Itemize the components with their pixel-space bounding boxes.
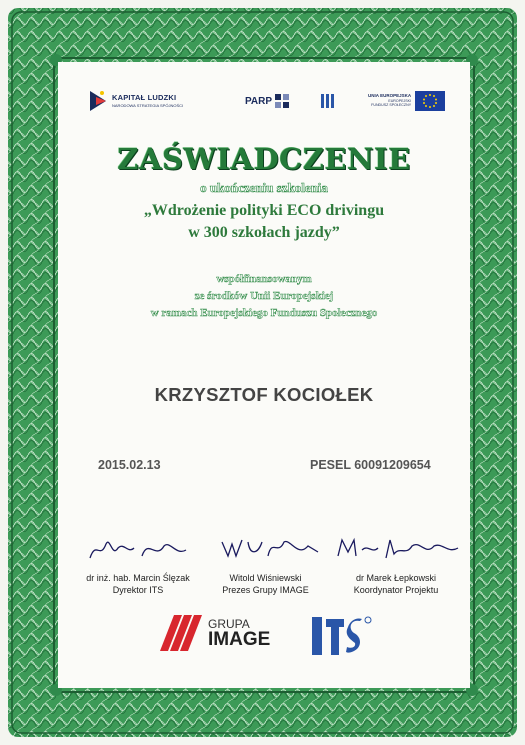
funding-line1: współfinansowanym [216, 273, 312, 285]
signer-2-name: Witold Wiśniewski [229, 573, 302, 583]
eu-logo [368, 84, 458, 118]
eu-title: UNIA EUROPEJSKA [368, 93, 412, 99]
signer-2 [198, 572, 333, 596]
parp-logo [245, 84, 305, 118]
course-name-line2: w 300 szkołach jazdy” [188, 224, 340, 241]
signer-3 [326, 572, 466, 596]
grupa-image-stripes-icon [160, 615, 204, 651]
eu-line2: EUROPEJSKI [388, 98, 412, 103]
funding-line2: ze środków Unii Europejskiej [194, 290, 334, 302]
eu-line3: FUNDUSZ SPOŁECZNY [371, 103, 412, 108]
signer-1 [63, 572, 213, 596]
logo-bar [88, 84, 450, 124]
signer-3-role: Koordynator Projektu [353, 585, 439, 595]
its-large-logo [310, 615, 372, 659]
signer-1-name: dr inż. hab. Marcin Ślęzak [86, 573, 190, 583]
eu-flag-icon [415, 91, 445, 111]
signer-2-role: Prezes Grupy IMAGE [222, 585, 309, 595]
signer-3-name: dr Marek Łepkowski [355, 573, 437, 583]
course-name-line1: „Wdrożenie polityki ECO drivingu [143, 202, 385, 219]
kapital-ludzki-title: KAPITAŁ LUDZKI [112, 93, 177, 103]
signer-1-role: Dyrektor ITS [112, 585, 164, 595]
kapital-ludzki-icon [88, 89, 108, 113]
issue-date: 2015.02.13 [98, 458, 161, 472]
signature-lepkowski [334, 534, 464, 564]
certificate-body [58, 62, 470, 688]
parp-text: PARP [245, 95, 273, 107]
signature-wisniewski [218, 534, 328, 564]
pesel-number: PESEL 60091209654 [310, 458, 431, 472]
grupa-image-logo [160, 615, 270, 651]
its-small-logo [320, 84, 344, 118]
recipient-name: KRZYSZTOF KOCIOŁEK [154, 384, 374, 405]
kapital-ludzki-subtitle: NARODOWA STRATEGIA SPÓJNOŚCI [112, 102, 184, 108]
parp-icon [275, 94, 289, 108]
certificate-title: ZAŚWIADCZENIE [117, 142, 411, 176]
kapital-ludzki-logo [88, 84, 208, 118]
its-small-icon [320, 92, 336, 110]
certificate-subtitle: o ukończeniu szkolenia [200, 180, 328, 195]
signature-slezak [86, 534, 196, 564]
funding-line3: w ramach Europejskiego Funduszu Społecznego [150, 307, 378, 319]
image-text: IMAGE [208, 628, 271, 650]
grupa-text: GRUPA [208, 616, 250, 631]
